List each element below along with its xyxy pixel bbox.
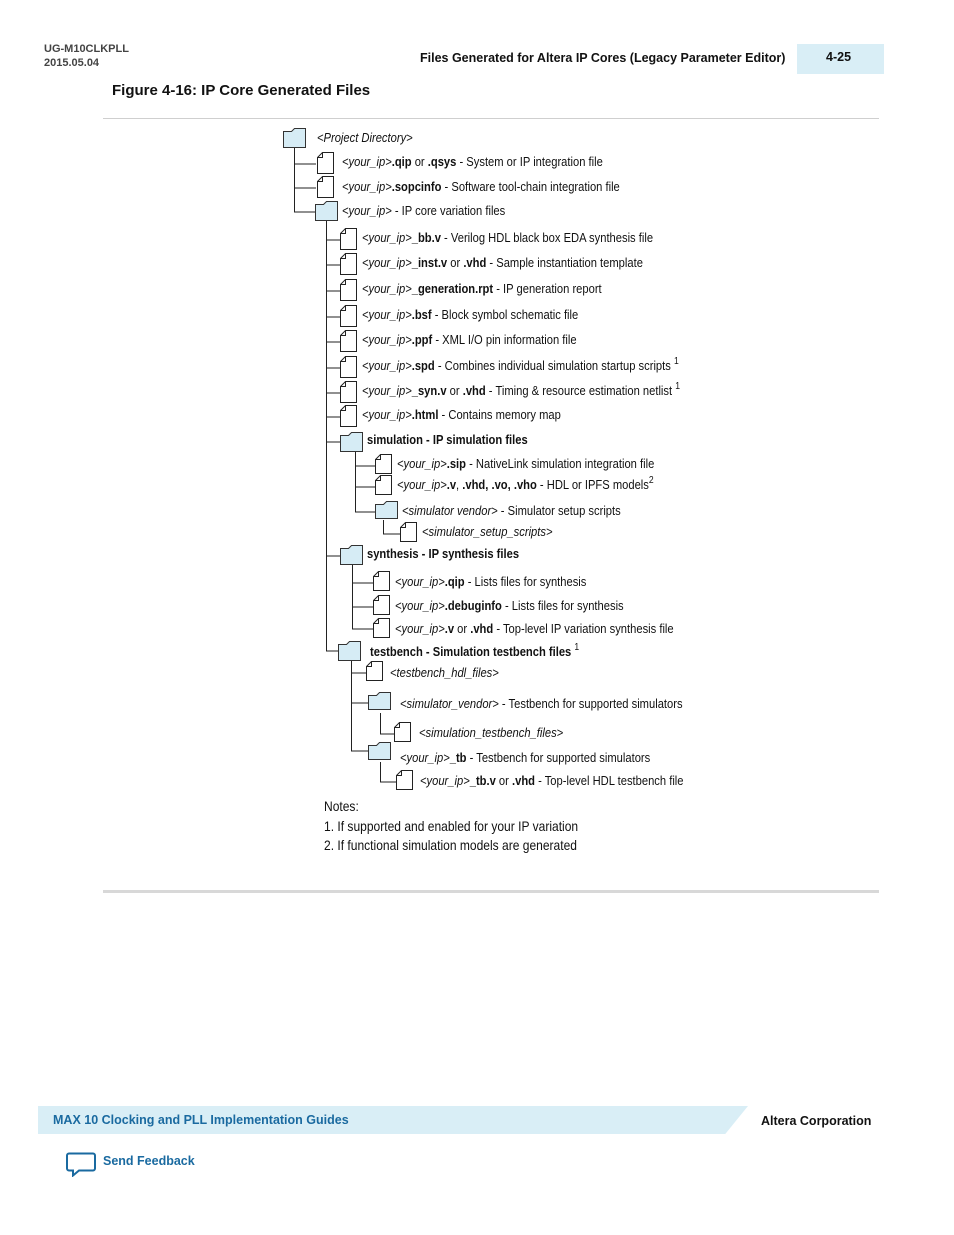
doc-id: UG-M10CLKPLL: [44, 43, 129, 55]
connector-syn: [353, 565, 374, 629]
file-icon: [341, 382, 357, 403]
folder-icon: [369, 743, 391, 760]
file-icon: [401, 523, 417, 542]
tree-node-syn-v: <your_ip>.v or .vhd - Top-level IP variation synthesis file: [395, 621, 674, 636]
folder-icon: [316, 202, 338, 221]
tree-node-synthesis-dir: synthesis - IP synthesis files: [367, 546, 520, 561]
figure-notes: [324, 797, 578, 856]
folder-icon: [376, 502, 398, 519]
guide-title-link[interactable]: MAX 10 Clocking and PLL Implementation Guides: [53, 1113, 349, 1127]
folder-icon: [341, 546, 363, 565]
tree-node-testbench-dir: testbench - Simulation testbench files $^1$: [370, 642, 580, 659]
folder-icon: [341, 433, 363, 452]
figure-title: Figure 4-16: IP Core Generated Files: [112, 82, 371, 99]
notes-heading: Notes:: [324, 798, 359, 814]
file-icon: [374, 572, 390, 591]
note-1: 1. If supported and enabled for your IP variation: [324, 817, 579, 834]
file-icon: [341, 229, 357, 250]
tree-node-sopcinfo: <your_ip>.sopcinfo - Software tool-chain integration file: [342, 179, 620, 194]
connector-root: [295, 148, 316, 212]
bottom-divider: [103, 890, 879, 893]
connector-tb: [352, 661, 369, 751]
doc-date: 2015.05.04: [44, 57, 100, 69]
file-icon: [395, 723, 411, 742]
folder-icon: [284, 129, 306, 148]
file-icon: [318, 177, 334, 198]
tree-node-tb-vendor: <simulator_vendor> - Testbench for supported simulators: [400, 696, 683, 711]
tree-node-sim-setup-scripts: <simulator_setup_scripts>: [422, 524, 553, 539]
file-icon: [374, 619, 390, 638]
connector-sim: [356, 451, 376, 512]
connector-ip-dir: [327, 220, 341, 651]
tree-node-generation: <your_ip>_generation.rpt - IP generation report: [362, 281, 602, 296]
file-icon: [376, 455, 392, 474]
page-number: 4-25: [826, 50, 852, 64]
note-2: 2. If functional simulation models are generated: [324, 837, 577, 853]
tree-node-bsf: <your_ip>.bsf - Block symbol schematic file: [362, 307, 579, 322]
tree-node-sip: <your_ip>.sip - NativeLink simulation integration file: [397, 456, 655, 471]
file-icon: [376, 476, 392, 495]
tree-node-syn-qip: <your_ip>.qip - Lists files for synthesis: [395, 574, 587, 589]
tree-node-spd: <your_ip>.spd - Combines individual simulation startup scripts $^1$: [362, 356, 679, 373]
file-icon: [397, 771, 413, 790]
tree-node-tb: <your_ip>_tb - Testbench for supported simulators: [400, 750, 651, 765]
file-icon: [341, 331, 357, 352]
feedback-icon[interactable]: [66, 1151, 96, 1177]
file-icon: [341, 406, 357, 427]
file-icon: [341, 357, 357, 378]
section-title: Files Generated for Altera IP Cores (Legacy Parameter Editor): [420, 51, 786, 65]
folder-icon: [339, 642, 361, 661]
tree-node-inst: <your_ip>_inst.v or .vhd - Sample instantiation template: [362, 255, 643, 270]
tree-node-sim-models: <your_ip>.v, .vhd, .vo, .vho - HDL or IPFS models$^2$: [397, 475, 654, 492]
tree-node-ppf: <your_ip>.ppf - XML I/O pin information file: [362, 332, 577, 347]
tree-node-html: <your_ip>.html - Contains memory map: [362, 407, 561, 422]
tree-node-tb-v: <your_ip>_tb.v or .vhd - Top-level HDL testbench file: [420, 773, 684, 788]
tree-node-debuginfo: <your_ip>.debuginfo - Lists files for synthesis: [395, 598, 624, 613]
file-icon: [367, 662, 383, 681]
file-icon: [341, 280, 357, 301]
file-icon: [318, 153, 334, 174]
file-icon: [341, 254, 357, 275]
file-icon: [374, 596, 390, 615]
send-feedback-link[interactable]: Send Feedback: [103, 1154, 195, 1168]
tree-node-syn: <your_ip>_syn.v or .vhd - Timing & resource estimation netlist $^1$: [362, 381, 680, 398]
folder-icon: [369, 693, 391, 710]
company-name: Altera Corporation: [761, 1114, 872, 1128]
tree-node-qip: <your_ip>.qip or .qsys - System or IP integration file: [342, 154, 603, 169]
tree-node-bb: <your_ip>_bb.v - Verilog HDL black box EDA synthesis file: [362, 230, 654, 245]
tree-node-sim-tb-files: <simulation_testbench_files>: [419, 725, 564, 740]
tree-node-simulation-dir: simulation - IP simulation files: [367, 432, 528, 447]
tree-node-sim-vendor: <simulator vendor> - Simulator setup scripts: [402, 503, 621, 518]
file-icon: [341, 306, 357, 327]
tree-node-tb-hdl-files: <testbench_hdl_files>: [390, 665, 499, 680]
tree-node-project-dir: <Project Directory>: [317, 130, 413, 145]
tree-node-ip-dir: <your_ip> - IP core variation files: [342, 203, 506, 218]
